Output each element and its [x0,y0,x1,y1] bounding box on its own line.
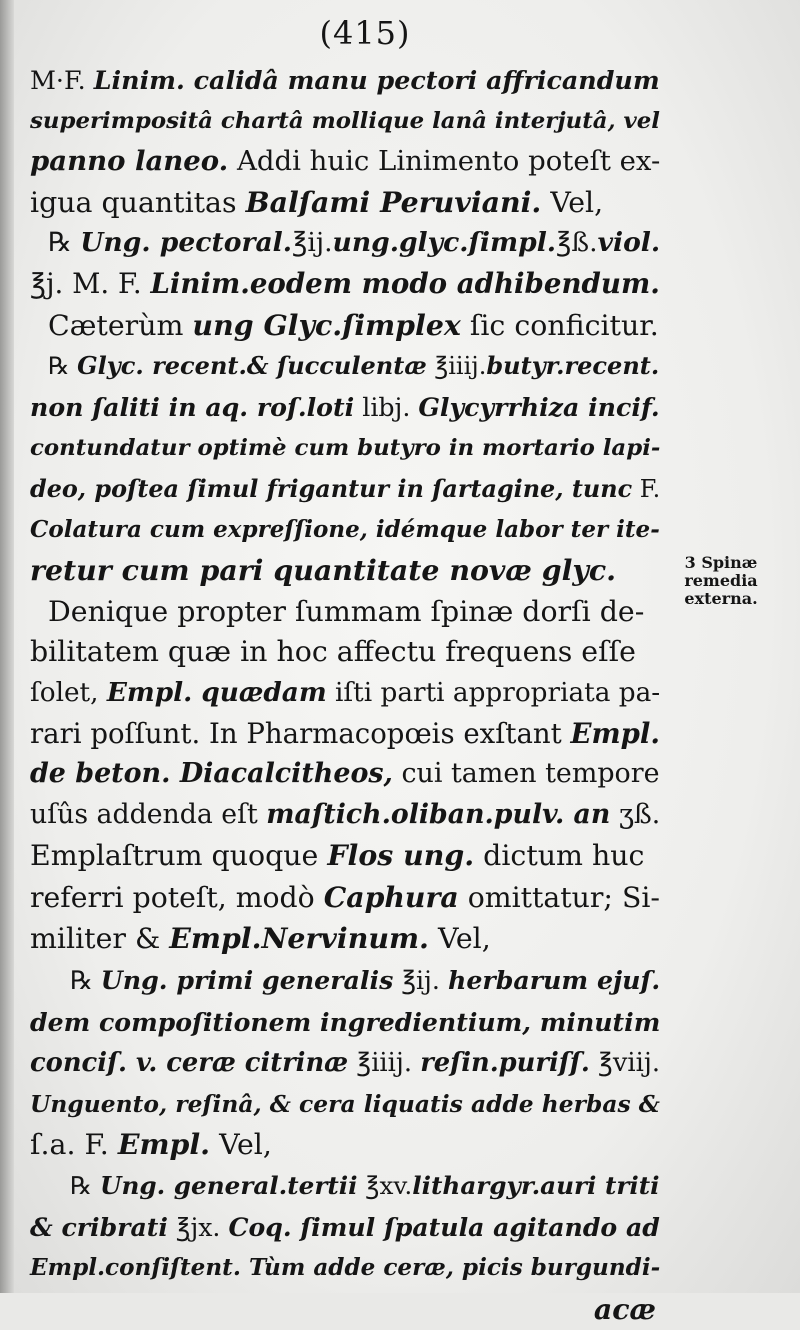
roman-segment: F. [632,474,661,503]
text-line [30,223,660,264]
roman-segment: Emplaſtrum quoque [30,839,328,873]
roman-segment: ℥jx. [167,1212,229,1242]
roman-segment: ſ.a. F. [30,1128,118,1162]
text-line [30,632,660,673]
roman-segment: ℥ij. [393,966,448,996]
roman-segment: iſti parti appropriata pa- [326,677,661,708]
roman-segment: uſûs addenda eſt [30,798,267,830]
roman-segment: referri poteſt, modò [30,880,324,914]
text-line [30,1043,660,1084]
italic-segment: conciſ. v. ceræ citrinæ [30,1048,349,1079]
italic-segment: Caphura [323,879,459,914]
text-line [30,754,660,795]
italic-segment: Empl.Nervinum. [169,921,429,956]
text-line [30,795,660,836]
italic-segment: Empl. quædam [106,676,327,708]
italic-segment: Glyc. recent.& ſucculentæ [77,351,427,381]
roman-segment: ℥iiij. [348,1048,421,1079]
roman-segment: ℞ [48,227,81,259]
roman-segment: Vel, [541,185,604,219]
roman-segment: ℥xv. [357,1171,413,1201]
italic-segment: lithargyr.auri triti [412,1171,660,1201]
marginal-note-line: externa. [684,589,758,608]
italic-segment: butyr.recent. [486,351,660,381]
roman-segment: ℞ [70,966,101,996]
roman-segment: ℥viij. [589,1048,661,1079]
italic-segment: ung.glyc.ſimpl. [332,227,557,259]
roman-segment: rari poſſunt. In Pharmacopœis exſtant [30,717,571,750]
italic-segment: Glycyrrhiza incif. [418,391,660,422]
text-line [30,1002,660,1044]
roman-segment: ℥ij. [292,227,333,259]
text-line [30,182,660,224]
text-line [30,1166,660,1207]
italic-segment: reſin.puriſſ. [420,1048,590,1079]
italic-segment: herbarum ejuſ. [447,965,661,996]
text-line [30,346,660,387]
marginal-note [666,554,776,608]
text-line [30,510,660,551]
italic-segment: Empl. [117,1127,211,1162]
roman-segment: Vel, [428,922,491,956]
text-line [30,387,660,429]
italic-segment: non ſaliti in aq. roſ.loti [30,391,355,422]
italic-segment: Unguento, reſinâ, & cera liquatis adde herbas & [30,1089,660,1118]
roman-segment: ℥ß. [556,227,598,259]
text-line [30,428,660,469]
body-text [30,60,660,1330]
marginal-note-line: 3 Spinæ [684,553,758,572]
italic-segment: viol. [597,227,661,259]
italic-segment: deo, poſtea ſimul frigantur in ſartagine, tunc [30,474,633,503]
text-line [30,305,660,347]
roman-segment: Denique propter ſummam ſpinæ dorſi de- [48,594,645,628]
italic-segment: & cribrati [30,1211,168,1242]
italic-segment: Coq. ſimul ſpatula agitando ad [228,1211,660,1242]
roman-segment: ℞ [48,352,78,381]
roman-segment: bilitatem quæ in hoc affectu frequens eſſe [30,635,636,669]
text-line [30,918,660,960]
italic-segment: contundatur optimè cum butyro in mortario lapi- [30,435,661,462]
text-line [30,1124,660,1166]
roman-segment: cui tamen tempore [392,758,660,790]
italic-segment: retur cum pari quantitate novæ glyc. [30,553,617,588]
italic-segment: panno laneo. [30,145,229,178]
text-line [30,101,660,142]
text-line [30,141,660,182]
italic-segment: Ung. general.tertii [99,1171,358,1201]
text-line [30,592,660,633]
text-line [30,469,660,510]
italic-segment: superimpositâ chartâ mollique lanâ interjutâ, vel [30,107,660,134]
roman-segment: militer & [30,922,170,956]
italic-segment: de beton. Diacalcitheos, [30,758,393,790]
italic-segment: Empl.conſiſtent. Tùm adde ceræ, picis burgundi- [30,1254,661,1282]
roman-segment: ſolet, [30,677,107,708]
italic-segment: Colatura cum expreſſione, idémque labor ter ite- [30,515,660,543]
text-line [30,1248,660,1289]
text-line [30,835,660,877]
text-line [30,673,660,714]
text-line [30,264,660,305]
roman-segment: igua quantitas [30,185,246,219]
roman-segment: Cæterùm [48,308,193,342]
text-line [30,1084,660,1125]
roman-segment: M·F. [30,65,94,95]
italic-segment: Linim.eodem modo adhibendum. [150,266,660,300]
page-gutter-shadow [0,0,14,1293]
roman-segment: dictum huc [474,839,645,873]
text-line [30,877,660,919]
italic-segment: Ung. primi generalis [100,965,394,996]
italic-segment: Flos ung. [327,838,475,873]
italic-segment: Linim. calidâ manu pectori affricandum [93,65,660,95]
roman-segment: ℞ [70,1171,100,1201]
text-line [30,714,660,755]
roman-segment: ʒß. [610,798,661,830]
roman-segment: ſic conficitur. [460,308,659,342]
marginal-note-line: remedia [684,571,758,590]
roman-segment: Vel, [210,1128,272,1162]
roman-segment: libj. [354,392,419,422]
italic-segment: dem compoſitionem ingredientium, minutim [30,1006,661,1037]
italic-segment: maſtich.oliban.pulv. an [266,798,611,830]
text-line [30,550,660,592]
italic-segment: Empl. [570,717,660,750]
roman-segment: ℥j. M. F. [30,266,151,300]
roman-segment: ℥iiij. [426,352,487,381]
italic-segment: ung Glyc.ſimplex [192,307,461,342]
italic-segment: Ung. pectoral. [80,227,292,259]
text-line [30,960,660,1002]
roman-segment: Addi huic Linimento poteſt ex- [228,145,661,178]
italic-segment: Balſami Peruviani. [245,184,542,219]
italic-segment: acæ [593,1291,656,1326]
text-line [30,1289,660,1330]
text-line [30,1207,660,1249]
text-line [30,60,660,101]
page-number: (415) [319,14,411,52]
roman-segment: omittatur; Si- [458,880,660,914]
